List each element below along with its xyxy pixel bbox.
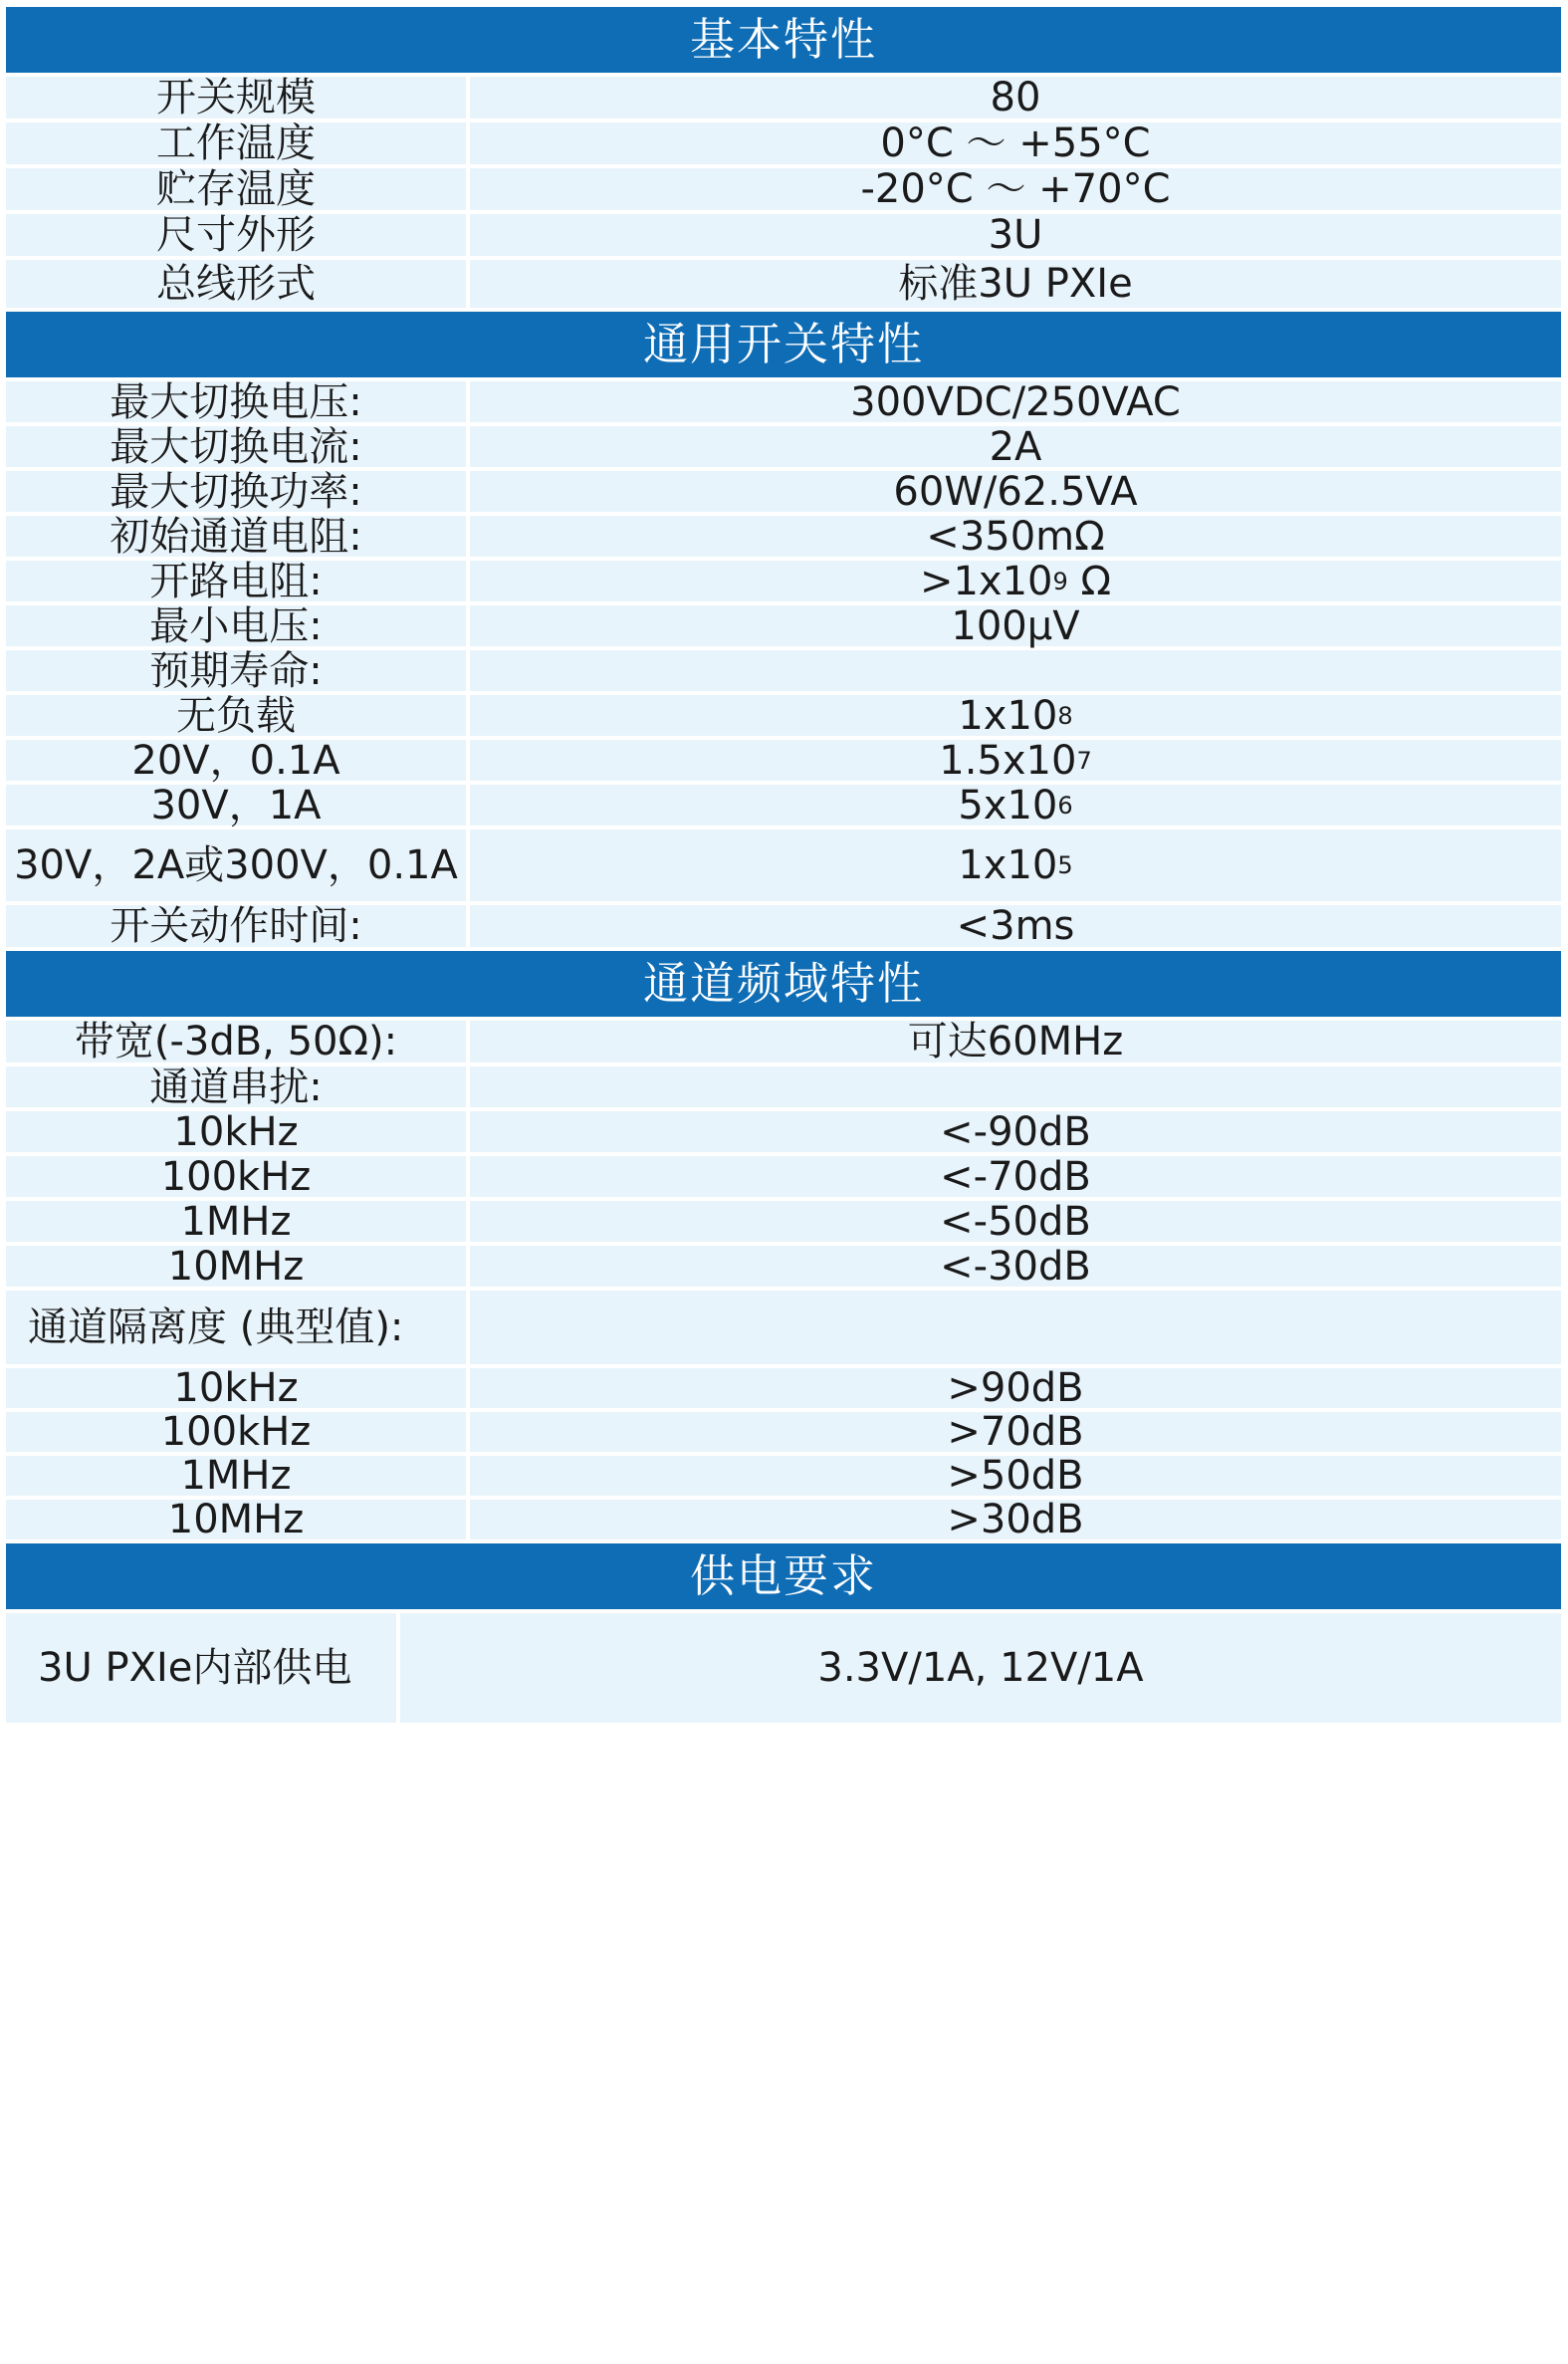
row-value: <-90dB bbox=[470, 1111, 1561, 1152]
row-value: 1x10 8 bbox=[470, 695, 1561, 736]
row-value: >50dB bbox=[470, 1456, 1561, 1496]
row-label: 10MHz bbox=[6, 1246, 466, 1287]
table-row bbox=[6, 1243, 1561, 1290]
table-row bbox=[6, 647, 1561, 694]
table-row bbox=[6, 829, 1561, 901]
row-value bbox=[470, 650, 1561, 691]
table-row bbox=[6, 782, 1561, 828]
row-value: -20°C ～ +70°C bbox=[470, 168, 1561, 210]
row-label: 初始通道电阻: bbox=[6, 516, 466, 557]
table-row bbox=[6, 378, 1561, 425]
row-label: 无负载 bbox=[6, 695, 466, 736]
row-label: 带宽(-3dB, 50Ω): bbox=[6, 1021, 466, 1063]
table-row bbox=[6, 1021, 1561, 1063]
row-value: <-30dB bbox=[470, 1246, 1561, 1287]
row-value: 可达60MHz bbox=[470, 1021, 1561, 1063]
row-label: 贮存温度 bbox=[6, 168, 466, 210]
section-header-basic: 基本特性 bbox=[6, 7, 1561, 73]
table-row bbox=[6, 1064, 1561, 1110]
row-label: 100kHz bbox=[6, 1156, 466, 1197]
spec-table bbox=[6, 7, 1561, 1727]
row-value: 1.5x10 7 bbox=[470, 740, 1561, 781]
row-value: 2A bbox=[470, 426, 1561, 467]
table-row bbox=[6, 77, 1561, 118]
row-value bbox=[470, 1291, 1561, 1364]
row-label: 通道隔离度 (典型值): bbox=[6, 1291, 466, 1364]
table-row bbox=[6, 168, 1561, 210]
table-row bbox=[6, 692, 1561, 739]
row-value: >90dB bbox=[470, 1368, 1561, 1408]
table-row bbox=[6, 214, 1561, 256]
row-label: 最小电压: bbox=[6, 605, 466, 646]
table-row bbox=[6, 260, 1561, 308]
row-label: 预期寿命: bbox=[6, 650, 466, 691]
row-label: 最大切换功率: bbox=[6, 471, 466, 512]
row-label: 100kHz bbox=[6, 1412, 466, 1452]
row-value: <350mΩ bbox=[470, 516, 1561, 557]
row-label: 10MHz bbox=[6, 1500, 466, 1539]
row-value: 100μV bbox=[470, 605, 1561, 646]
row-label: 30V，1A bbox=[6, 785, 466, 826]
row-label: 尺寸外形 bbox=[6, 214, 466, 256]
table-row bbox=[6, 558, 1561, 604]
row-value bbox=[470, 1066, 1561, 1107]
section-header-general-switching: 通用开关特性 bbox=[6, 312, 1561, 377]
row-value: 3.3V/1A, 12V/1A bbox=[400, 1613, 1561, 1723]
row-label: 开关动作时间: bbox=[6, 905, 466, 947]
table-row bbox=[6, 1453, 1561, 1499]
row-label: 通道串扰: bbox=[6, 1066, 466, 1107]
row-label: 开路电阻: bbox=[6, 561, 466, 601]
row-label: 最大切换电压: bbox=[6, 381, 466, 422]
table-row bbox=[6, 423, 1561, 470]
row-label: 最大切换电流: bbox=[6, 426, 466, 467]
row-value: <-50dB bbox=[470, 1201, 1561, 1242]
section-header-power: 供电要求 bbox=[6, 1543, 1561, 1609]
row-label: 工作温度 bbox=[6, 122, 466, 164]
table-row bbox=[6, 1613, 1561, 1723]
row-value: 80 bbox=[470, 77, 1561, 118]
row-value: 标准3U PXIe bbox=[470, 260, 1561, 308]
table-row bbox=[6, 1365, 1561, 1411]
row-label: 10kHz bbox=[6, 1368, 466, 1408]
row-label: 总线形式 bbox=[6, 260, 466, 308]
row-value: 1x10 5 bbox=[470, 829, 1561, 901]
row-label: 1MHz bbox=[6, 1456, 466, 1496]
table-row bbox=[6, 905, 1561, 947]
value-base: >1x10 bbox=[919, 558, 1053, 604]
table-row bbox=[6, 1198, 1561, 1245]
value-base: 1.5x10 bbox=[939, 737, 1077, 784]
table-row bbox=[6, 513, 1561, 560]
table-row bbox=[6, 1153, 1561, 1200]
row-label: 10kHz bbox=[6, 1111, 466, 1152]
value-base: 1x10 bbox=[958, 692, 1058, 739]
table-row bbox=[6, 1291, 1561, 1364]
table-row bbox=[6, 468, 1561, 515]
row-value: >70dB bbox=[470, 1412, 1561, 1452]
table-row bbox=[6, 737, 1561, 784]
row-value: >1x10 9 Ω bbox=[470, 561, 1561, 601]
row-value: <3ms bbox=[470, 905, 1561, 947]
row-label: 3U PXIe内部供电 bbox=[6, 1613, 396, 1723]
section-header-frequency: 通道频域特性 bbox=[6, 951, 1561, 1017]
row-label: 30V，2A或300V，0.1A bbox=[6, 829, 466, 901]
row-value: >30dB bbox=[470, 1500, 1561, 1539]
row-value: 60W/62.5VA bbox=[470, 471, 1561, 512]
table-row bbox=[6, 1108, 1561, 1155]
row-label: 开关规模 bbox=[6, 77, 466, 118]
value-base: 1x10 bbox=[958, 842, 1058, 888]
table-row bbox=[6, 122, 1561, 164]
row-value: 0°C ～ +55°C bbox=[470, 122, 1561, 164]
table-row bbox=[6, 1497, 1561, 1542]
row-value: <-70dB bbox=[470, 1156, 1561, 1197]
table-row bbox=[6, 1409, 1561, 1455]
value-base: 5x10 bbox=[958, 782, 1058, 828]
value-unit: Ω bbox=[1067, 558, 1112, 604]
row-value: 5x10 6 bbox=[470, 785, 1561, 826]
row-value: 3U bbox=[470, 214, 1561, 256]
table-row bbox=[6, 602, 1561, 649]
row-value: 300VDC/250VAC bbox=[470, 381, 1561, 422]
row-label: 1MHz bbox=[6, 1201, 466, 1242]
row-label: 20V，0.1A bbox=[6, 740, 466, 781]
